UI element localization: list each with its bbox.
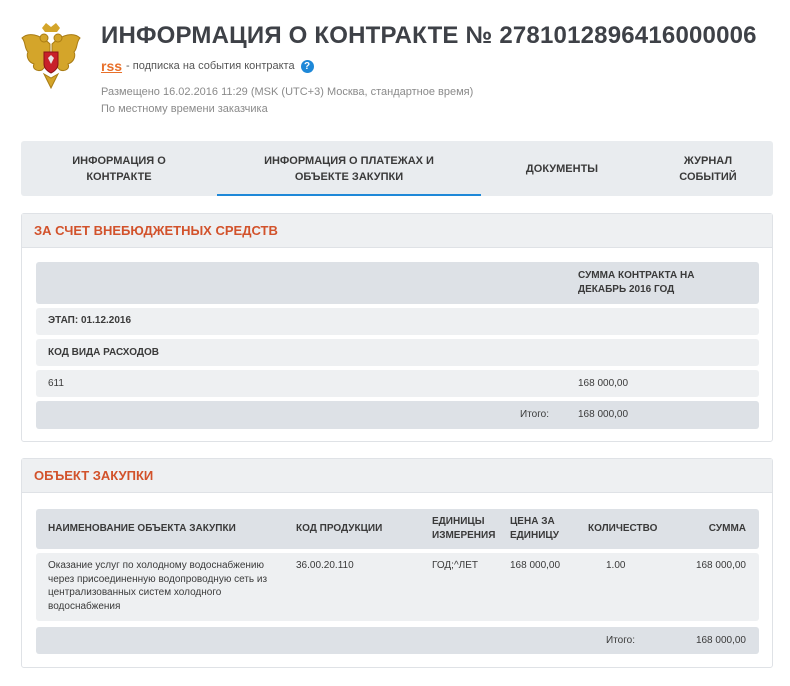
col-price-header: ЦЕНА ЗА ЕДИНИЦУ <box>510 516 559 541</box>
purchase-total-value: 168 000,00 <box>695 635 746 646</box>
expense-code-row <box>36 370 759 397</box>
item-qty: 1.00 <box>606 560 626 571</box>
tab-payments-info[interactable]: ИНФОРМАЦИЯ О ПЛАТЕЖАХ И ОБЪЕКТЕ ЗАКУПКИ <box>217 141 481 196</box>
expense-code: 611 <box>48 378 64 389</box>
purchase-total-label: Итого: <box>606 635 635 646</box>
col-sum-header: СУММА <box>708 523 746 534</box>
tab-event-log[interactable]: ЖУРНАЛ СОБЫТИЙ <box>679 154 737 183</box>
item-unit: ГОД;^ЛЕТ <box>432 560 478 571</box>
rss-subscription <box>101 58 314 74</box>
coat-of-arms-icon <box>20 22 82 92</box>
expense-amount: 168 000,00 <box>578 378 629 389</box>
item-code: 36.00.20.110 <box>296 560 354 571</box>
local-time-note: По местному времени заказчика <box>101 103 268 115</box>
page-title: ИНФОРМАЦИЯ О КОНТРАКТЕ № 2781012896416000006 <box>101 22 757 49</box>
purchase-section <box>21 458 773 668</box>
item-sum: 168 000,00 <box>695 560 746 571</box>
contract-sum-header: СУММА КОНТРАКТА НА ДЕКАБРЬ 2016 ГОД <box>578 270 695 295</box>
funds-total-label: Итого: <box>520 409 549 420</box>
table-row <box>36 553 759 621</box>
funds-total-row <box>36 401 759 429</box>
placement-date: Размещено 16.02.2016 11:29 (MSK (UTC+3) Москва, стандартное время) <box>101 86 474 98</box>
expense-type-label: КОД ВИДА РАСХОДОВ <box>48 347 159 358</box>
funds-total-value: 168 000,00 <box>578 409 629 420</box>
rss-description: - подписка на события контракта <box>126 60 295 72</box>
purchase-section-title: ОБЪЕКТ ЗАКУПКИ <box>22 459 772 493</box>
tab-contract-info[interactable]: ИНФОРМАЦИЯ О КОНТРАКТЕ <box>72 154 166 183</box>
funds-table-header <box>36 262 759 304</box>
purchase-table-header <box>36 509 759 549</box>
item-price: 168 000,00 <box>510 560 561 571</box>
stage-row <box>36 308 759 335</box>
stage-label: ЭТАП: 01.12.2016 <box>48 315 132 326</box>
tab-documents[interactable]: ДОКУМЕНТЫ <box>525 162 599 175</box>
funds-section-title: ЗА СЧЕТ ВНЕБЮДЖЕТНЫХ СРЕДСТВ <box>22 214 772 248</box>
funds-section <box>21 213 773 442</box>
item-name: Оказание услуг по холодному водоснабжению через присоединенную водопроводную сеть из централизованных систем холодного водоснабжения <box>48 560 268 612</box>
tab-bar <box>21 141 773 196</box>
expense-type-row <box>36 339 759 366</box>
rss-link[interactable]: rss <box>101 58 123 74</box>
col-unit-header: ЕДИНИЦЫ ИЗМЕРЕНИЯ <box>432 516 496 541</box>
purchase-total-row <box>36 627 759 654</box>
col-qty-header: КОЛИЧЕСТВО <box>588 523 658 534</box>
help-icon[interactable]: ? <box>301 60 314 73</box>
col-name-header: НАИМЕНОВАНИЕ ОБЪЕКТА ЗАКУПКИ <box>48 523 236 534</box>
col-code-header: КОД ПРОДУКЦИИ <box>296 523 383 534</box>
